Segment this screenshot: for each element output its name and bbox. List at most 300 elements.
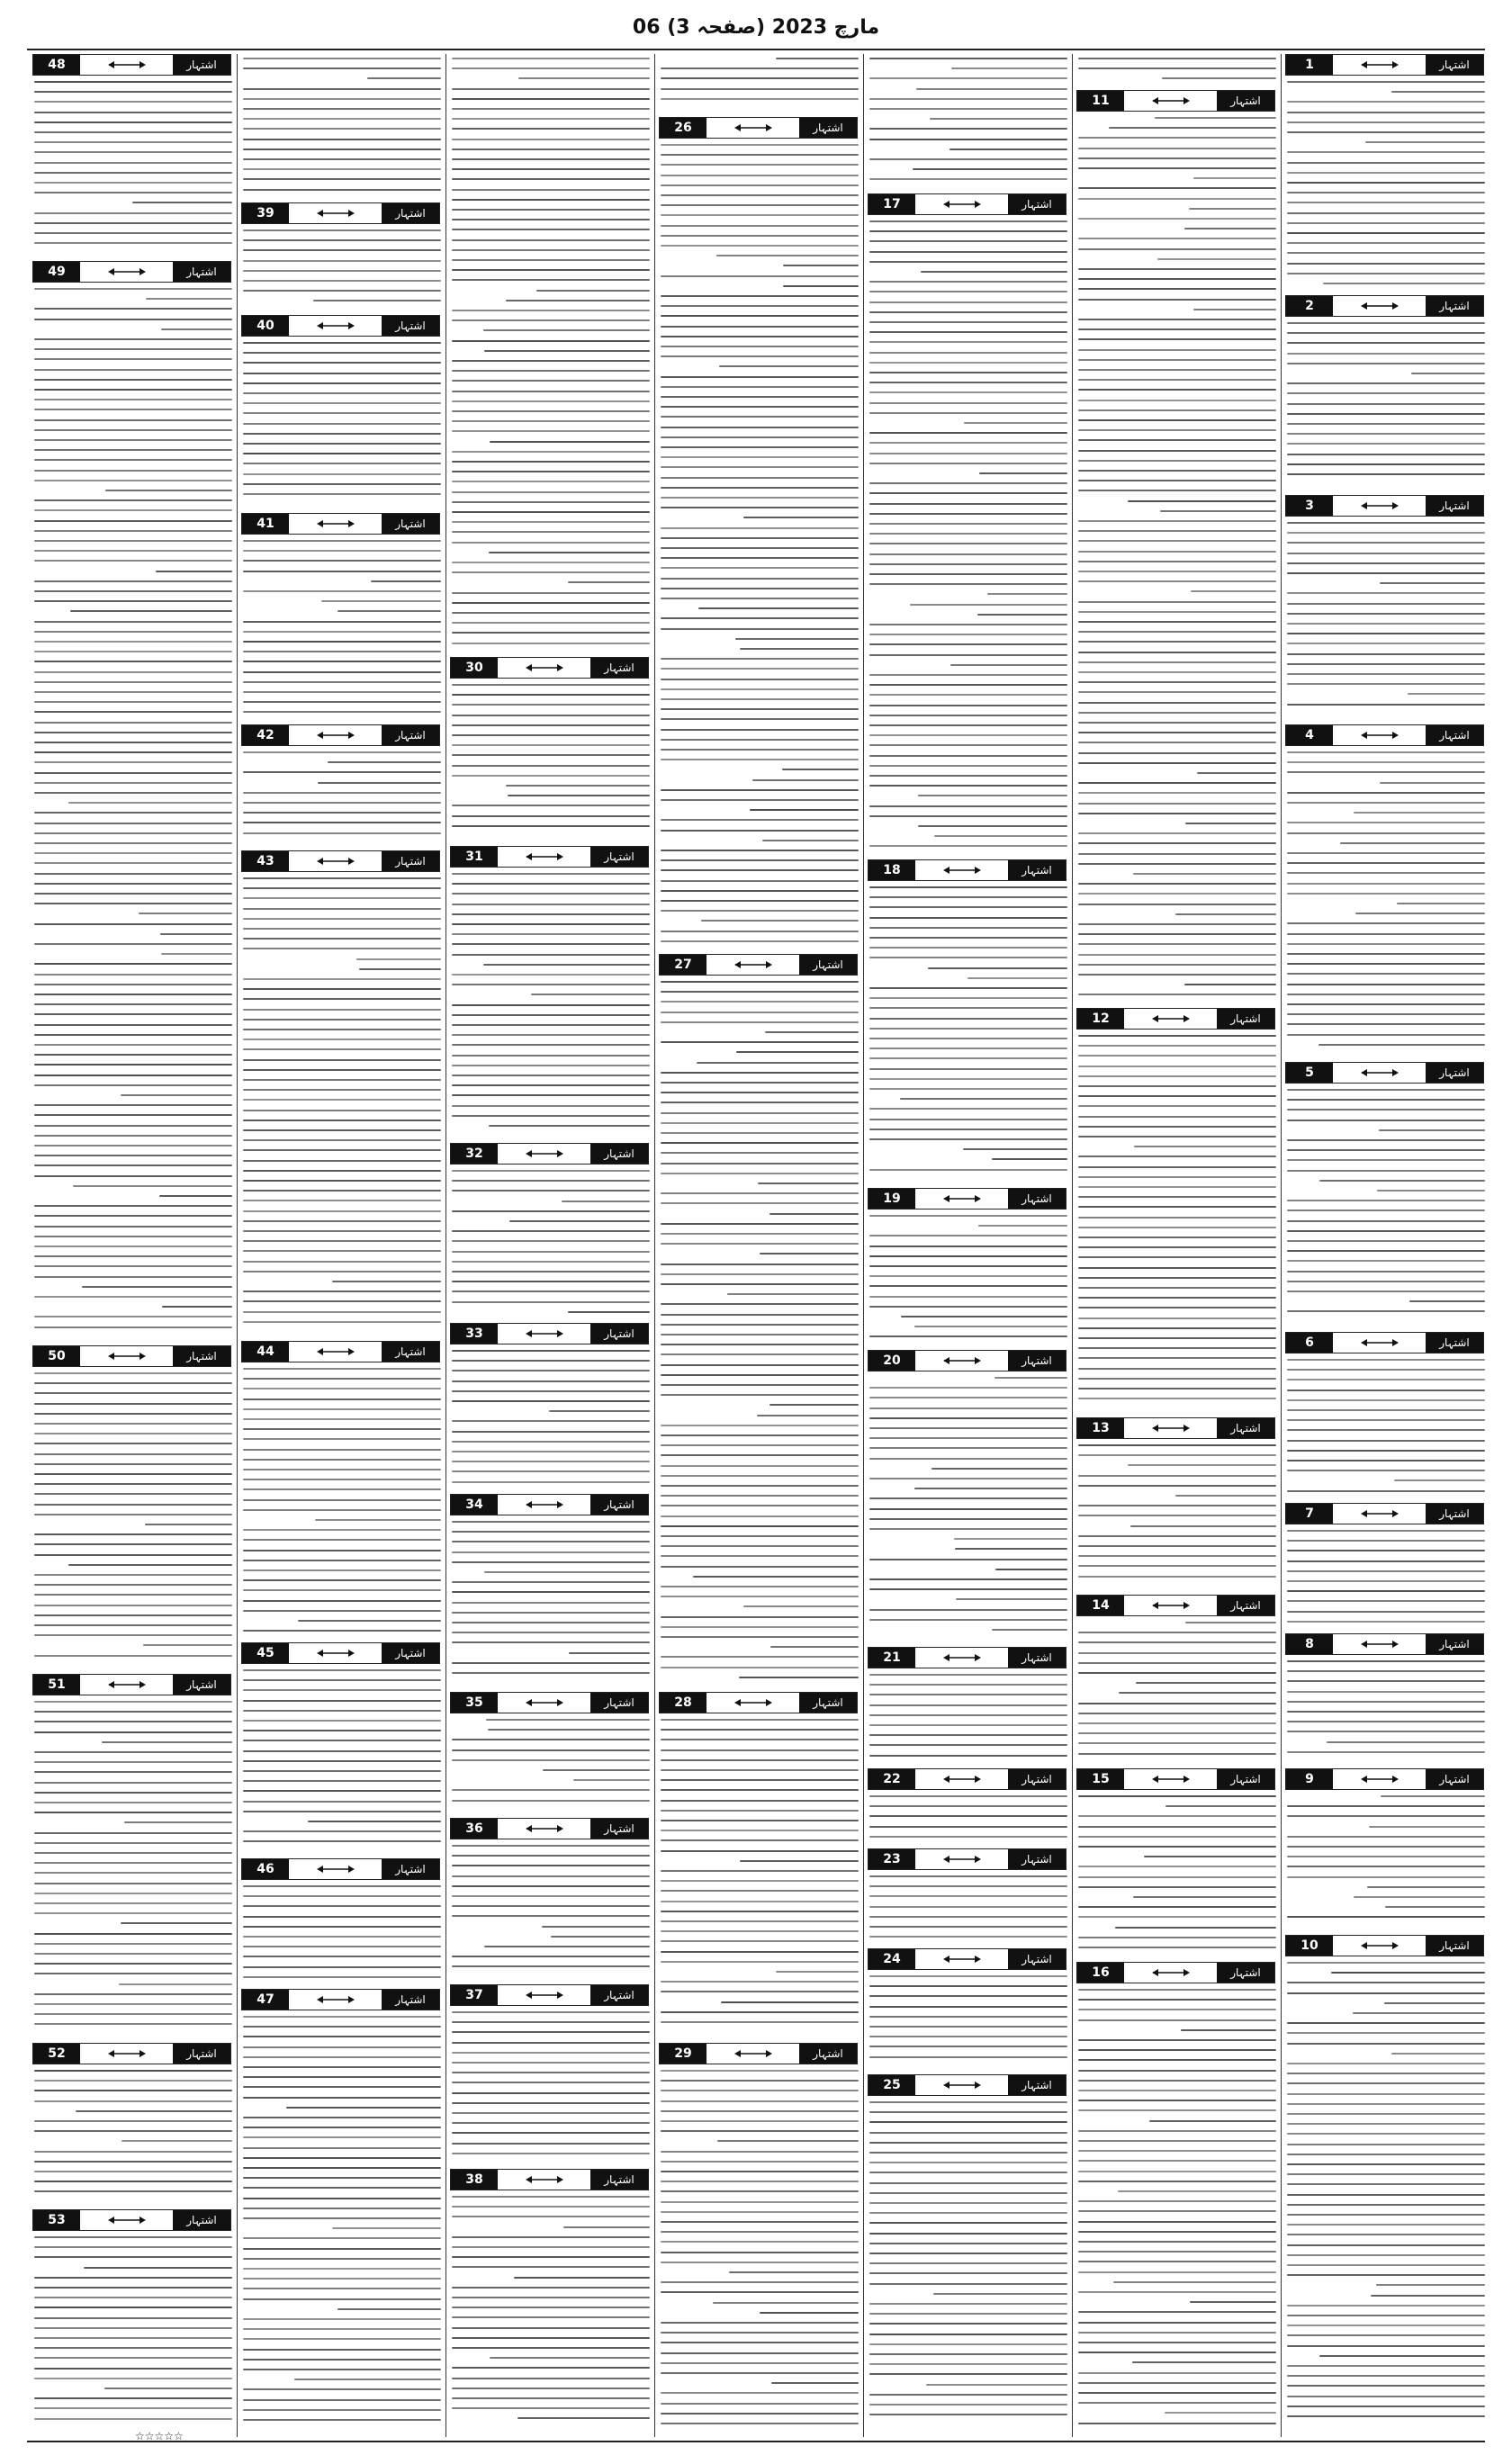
- entry-number: 36: [451, 1819, 498, 1839]
- entry-divider: [1333, 60, 1426, 69]
- text-line: [1184, 984, 1276, 985]
- text-line: [34, 2013, 232, 2015]
- text-line: [750, 809, 859, 811]
- text-line: [1287, 1836, 1485, 1838]
- text-line: [1319, 2355, 1485, 2357]
- text-line: [661, 2413, 859, 2415]
- text-line: [1078, 893, 1276, 895]
- text-line: [452, 1055, 650, 1057]
- double-arrow-icon: [942, 866, 982, 875]
- text-line: [1149, 2120, 1276, 2122]
- text-line: [1287, 443, 1485, 445]
- entry-number: 23: [868, 1849, 915, 1869]
- text-line: [1287, 1721, 1485, 1722]
- text-line: [661, 2231, 859, 2233]
- text-line: [1078, 2352, 1276, 2353]
- text-line: [34, 1125, 232, 1127]
- text-line: [1287, 1805, 1485, 1807]
- text-line: [1078, 67, 1276, 69]
- text-line: [1287, 1034, 1485, 1036]
- text-line: [869, 643, 1067, 645]
- text-line: [1287, 1962, 1485, 1964]
- text-line: [452, 1905, 650, 1907]
- text-line: [243, 1600, 441, 1602]
- text-line: [243, 1311, 441, 1313]
- text-line: [452, 178, 650, 180]
- entry-number: 48: [33, 55, 80, 75]
- text-line: [1287, 2325, 1485, 2326]
- text-line: [661, 1454, 859, 1456]
- text-line: [243, 1740, 441, 1741]
- text-line: [1287, 1281, 1485, 1282]
- text-line: [869, 1744, 1067, 1746]
- text-line: [452, 1034, 650, 1036]
- entry-number: 1: [1286, 55, 1333, 75]
- text-line: [243, 1479, 441, 1480]
- entry-header: [1076, 1417, 1275, 1439]
- text-line: [34, 101, 232, 103]
- text-line: [34, 91, 232, 93]
- text-line: [34, 832, 232, 834]
- text-line: [661, 305, 859, 307]
- article-text-block: [868, 54, 1067, 192]
- text-line: [1287, 1751, 1485, 1753]
- entry-number: 14: [1077, 1596, 1124, 1615]
- entry-number: 29: [660, 2044, 706, 2064]
- text-line: [243, 443, 441, 445]
- text-line: [1078, 540, 1276, 542]
- text-line: [869, 281, 1067, 283]
- text-line: [452, 249, 650, 251]
- entry-number: 13: [1077, 1418, 1124, 1438]
- text-line: [34, 722, 232, 724]
- text-line: [243, 2349, 441, 2351]
- text-line: [1078, 1999, 1276, 2001]
- text-line: [243, 88, 441, 90]
- text-line: [34, 1993, 232, 1995]
- text-line: [34, 1215, 232, 1217]
- text-line: [160, 933, 232, 935]
- text-line: [1184, 228, 1276, 229]
- text-line: [34, 1872, 232, 1874]
- text-line: [34, 2368, 232, 2370]
- text-line: [243, 1321, 441, 1323]
- text-line: [34, 389, 232, 391]
- text-line: [452, 1855, 650, 1857]
- text-line: [452, 259, 650, 261]
- text-line: [661, 578, 859, 580]
- entry-label: اشتہار: [1426, 496, 1483, 516]
- text-line: [452, 1481, 650, 1483]
- text-line: [1287, 1450, 1485, 1452]
- text-line: [1078, 187, 1276, 189]
- text-line: [1287, 933, 1485, 935]
- text-line: [1287, 984, 1485, 985]
- text-line: [1377, 1190, 1485, 1192]
- text-line: [452, 1360, 650, 1362]
- text-line: [869, 2283, 1067, 2285]
- news-column-1: [1285, 54, 1485, 2437]
- text-line: [869, 765, 1067, 767]
- text-line: [1287, 862, 1485, 864]
- text-line: [452, 1789, 650, 1791]
- text-line: [739, 1677, 859, 1678]
- text-line: [964, 422, 1067, 424]
- text-line: [661, 2090, 859, 2091]
- entry-divider: [498, 1991, 590, 2000]
- text-line: [1193, 177, 1276, 179]
- text-line: [452, 1014, 650, 1016]
- text-line: [869, 937, 1067, 939]
- text-line: [1078, 1317, 1276, 1319]
- text-line: [661, 1173, 859, 1174]
- text-line: [1380, 782, 1485, 784]
- text-line: [869, 1936, 1067, 1938]
- text-line: [1078, 1576, 1276, 1578]
- text-line: [869, 2363, 1067, 2365]
- text-line: [783, 285, 859, 287]
- text-line: [869, 1704, 1067, 1706]
- text-line: [661, 1800, 859, 1802]
- text-line: [34, 873, 232, 875]
- text-line: [869, 785, 1067, 787]
- text-line: [452, 1800, 650, 1802]
- text-line: [34, 1155, 232, 1156]
- text-line: [34, 823, 232, 824]
- text-line: [1078, 1297, 1276, 1299]
- text-line: [34, 480, 232, 481]
- article-text-block: [868, 1211, 1067, 1348]
- entry-header: [868, 193, 1066, 215]
- text-line: [452, 420, 650, 422]
- text-line: [1078, 349, 1276, 351]
- text-line: [243, 2288, 441, 2289]
- text-line: [1287, 562, 1485, 564]
- text-line: [661, 1779, 859, 1781]
- text-line: [1078, 551, 1276, 553]
- text-line: [122, 2140, 232, 2142]
- text-line: [661, 900, 859, 902]
- text-line: [661, 1920, 859, 1922]
- entry-divider: [1333, 1640, 1426, 1649]
- entry-label: اشتہار: [1008, 194, 1066, 214]
- entry-label: اشتہار: [1008, 1849, 1066, 1869]
- text-line: [869, 2394, 1067, 2396]
- article-text-block: [659, 977, 859, 1690]
- text-line: [1287, 1220, 1485, 1222]
- text-line: [1078, 1846, 1276, 1848]
- text-line: [719, 365, 859, 367]
- text-line: [483, 964, 650, 966]
- text-line: [34, 81, 232, 83]
- text-line: [869, 402, 1067, 404]
- text-line: [34, 1003, 232, 1005]
- text-line: [371, 580, 441, 582]
- text-line: [243, 661, 441, 662]
- entry-number: 38: [451, 2170, 498, 2190]
- text-line: [243, 1170, 441, 1172]
- text-line: [661, 759, 859, 760]
- text-line: [1287, 2063, 1485, 2064]
- article-text-block: [241, 54, 441, 201]
- text-line: [243, 1149, 441, 1151]
- text-line: [452, 1451, 650, 1452]
- text-line: [452, 954, 650, 956]
- text-line: [869, 178, 1067, 180]
- text-line: [243, 1300, 441, 1302]
- text-line: [1185, 1622, 1276, 1623]
- text-line: [1287, 2113, 1485, 2115]
- text-line: [869, 2016, 1067, 2018]
- text-line: [869, 482, 1067, 484]
- text-line: [661, 1535, 859, 1537]
- text-line: [1078, 1347, 1276, 1349]
- text-line: [661, 88, 859, 90]
- article-text-block: [1285, 77, 1485, 293]
- text-line: [1287, 2254, 1485, 2256]
- text-line: [34, 1973, 232, 1974]
- text-line: [1287, 1429, 1485, 1431]
- article-text-block: [32, 77, 232, 259]
- text-line: [243, 1488, 441, 1490]
- text-line: [452, 491, 650, 493]
- text-line: [661, 1163, 859, 1165]
- text-line: [661, 850, 859, 851]
- text-line: [869, 1975, 1067, 1977]
- text-line: [869, 906, 1067, 908]
- article-text-block: [450, 1841, 650, 1983]
- text-line: [308, 1821, 441, 1822]
- text-line: [869, 2026, 1067, 2028]
- text-line: [869, 1724, 1067, 1726]
- text-line: [356, 958, 441, 960]
- text-line: [243, 1630, 441, 1632]
- text-line: [1287, 1250, 1485, 1252]
- text-line: [661, 739, 859, 741]
- text-line: [452, 2256, 650, 2258]
- text-line: [34, 121, 232, 123]
- text-line: [243, 2167, 441, 2169]
- text-line: [452, 2378, 650, 2379]
- text-line: [661, 436, 859, 438]
- article-text-block: [868, 1972, 1067, 2073]
- double-arrow-icon: [1360, 1068, 1400, 1077]
- article-text-block: [868, 1792, 1067, 1847]
- text-line: [869, 2142, 1067, 2144]
- double-arrow-icon: [1151, 1968, 1191, 1977]
- text-line: [452, 400, 650, 402]
- text-line: [697, 1062, 859, 1064]
- text-line: [1287, 572, 1485, 574]
- text-line: [243, 1039, 441, 1040]
- text-line: [869, 724, 1067, 726]
- text-line: [531, 994, 650, 995]
- text-line: [661, 2362, 859, 2364]
- text-line: [869, 755, 1067, 757]
- text-line: [869, 2121, 1067, 2123]
- text-line: [315, 1519, 441, 1521]
- text-line: [452, 168, 650, 170]
- text-line: [452, 724, 650, 726]
- text-line: [869, 2243, 1067, 2244]
- text-line: [452, 430, 650, 432]
- text-line: [105, 490, 232, 491]
- text-line: [661, 1475, 859, 1477]
- text-line: [34, 2378, 232, 2379]
- text-line: [661, 1041, 859, 1043]
- text-line: [717, 2140, 859, 2142]
- text-line: [452, 704, 650, 706]
- text-line: [869, 128, 1067, 130]
- text-line: [243, 2338, 441, 2340]
- text-line: [1078, 2291, 1276, 2293]
- text-line: [1287, 242, 1485, 244]
- text-line: [1078, 1672, 1276, 1674]
- text-line: [1162, 77, 1276, 79]
- text-line: [1078, 923, 1276, 925]
- text-line: [661, 275, 859, 277]
- text-line: [1287, 1916, 1485, 1918]
- text-line: [452, 108, 650, 110]
- text-line: [452, 360, 650, 362]
- text-line: [661, 1364, 859, 1366]
- text-line: [869, 1528, 1067, 1530]
- text-line: [452, 1251, 650, 1253]
- text-line: [968, 977, 1067, 979]
- text-line: [1287, 872, 1485, 874]
- text-line: [243, 128, 441, 130]
- text-line: [34, 151, 232, 153]
- text-line: [1287, 943, 1485, 945]
- text-line: [1078, 883, 1276, 885]
- text-line: [869, 694, 1067, 696]
- text-line: [1287, 1023, 1485, 1025]
- text-line: [1409, 1300, 1485, 1302]
- text-line: [869, 1335, 1067, 1337]
- text-line: [661, 1769, 859, 1771]
- text-line: [542, 1926, 650, 1928]
- text-line: [243, 2328, 441, 2330]
- text-line: [1287, 2073, 1485, 2074]
- text-line: [34, 1064, 232, 1066]
- text-line: [869, 583, 1067, 585]
- text-line: [869, 362, 1067, 364]
- text-line: [661, 981, 859, 983]
- text-line: [34, 812, 232, 814]
- text-line: [34, 2130, 232, 2132]
- article-text-block: [1076, 1031, 1276, 1416]
- text-line: [34, 2190, 232, 2192]
- text-line: [933, 2293, 1067, 2295]
- text-line: [34, 1433, 232, 1434]
- entry-label: اشتہار: [382, 1643, 439, 1663]
- text-line: [568, 581, 650, 583]
- entry-header: [241, 513, 440, 535]
- text-line: [661, 2403, 859, 2405]
- text-line: [1287, 771, 1485, 773]
- text-line: [661, 386, 859, 388]
- text-line: [950, 664, 1067, 666]
- text-line: [661, 1485, 859, 1487]
- text-line: [661, 1981, 859, 1983]
- text-line: [452, 1420, 650, 1422]
- entry-label: اشتہار: [590, 1495, 648, 1515]
- text-line: [661, 1374, 859, 1376]
- text-line: [661, 2151, 859, 2153]
- text-line: [34, 1761, 232, 1763]
- text-line: [452, 1739, 650, 1740]
- entry-label: اشتہار: [1426, 55, 1483, 75]
- entry-divider: [498, 1500, 590, 1509]
- double-arrow-icon: [942, 200, 982, 209]
- text-line: [243, 802, 441, 804]
- double-arrow-icon: [1151, 1424, 1191, 1433]
- text-line: [1078, 2150, 1276, 2152]
- text-line: [661, 1729, 859, 1731]
- entry-number: 26: [660, 118, 706, 138]
- text-line: [1078, 1662, 1276, 1664]
- text-line: [243, 1250, 441, 1252]
- text-line: [452, 2367, 650, 2369]
- text-line: [977, 614, 1067, 616]
- text-line: [34, 2023, 232, 2025]
- text-line: [1078, 400, 1276, 401]
- entry-divider: [1333, 1338, 1426, 1347]
- text-line: [1078, 2423, 1276, 2424]
- text-line: [1078, 2231, 1276, 2233]
- text-line: [661, 1012, 859, 1013]
- text-line: [243, 2066, 441, 2068]
- text-line: [143, 1644, 232, 1646]
- entry-label: اشتہار: [1008, 1351, 1066, 1371]
- text-line: [661, 2130, 859, 2132]
- entry-number: 22: [868, 1769, 915, 1789]
- text-line: [452, 2246, 650, 2248]
- text-line: [34, 399, 232, 400]
- text-line: [1078, 2251, 1276, 2253]
- text-line: [1078, 1652, 1276, 1654]
- text-line: [452, 2266, 650, 2268]
- entry-label: اشتہار: [1426, 1769, 1483, 1789]
- text-line: [869, 230, 1067, 232]
- text-line: [729, 2271, 859, 2273]
- text-line: [963, 1148, 1067, 1150]
- text-line: [452, 1612, 650, 1614]
- text-line: [661, 1314, 859, 1316]
- text-line: [928, 967, 1067, 969]
- entry-header: [450, 2169, 649, 2190]
- text-line: [869, 1417, 1067, 1419]
- text-line: [286, 2107, 441, 2109]
- text-line: [994, 1377, 1067, 1379]
- article-text-block: [450, 1166, 650, 1321]
- entry-divider: [498, 1698, 590, 1707]
- text-line: [869, 2111, 1067, 2113]
- text-line: [452, 893, 650, 895]
- text-line: [1078, 1906, 1276, 1908]
- text-line: [869, 917, 1067, 919]
- text-line: [1078, 853, 1276, 855]
- text-line: [1287, 953, 1485, 955]
- double-arrow-icon: [107, 1680, 147, 1689]
- text-line: [869, 503, 1067, 505]
- entry-number: 27: [660, 955, 706, 975]
- text-line: [318, 782, 441, 784]
- text-line: [661, 1586, 859, 1587]
- text-line: [1287, 1731, 1485, 1732]
- text-line: [34, 499, 232, 501]
- text-line: [34, 651, 232, 652]
